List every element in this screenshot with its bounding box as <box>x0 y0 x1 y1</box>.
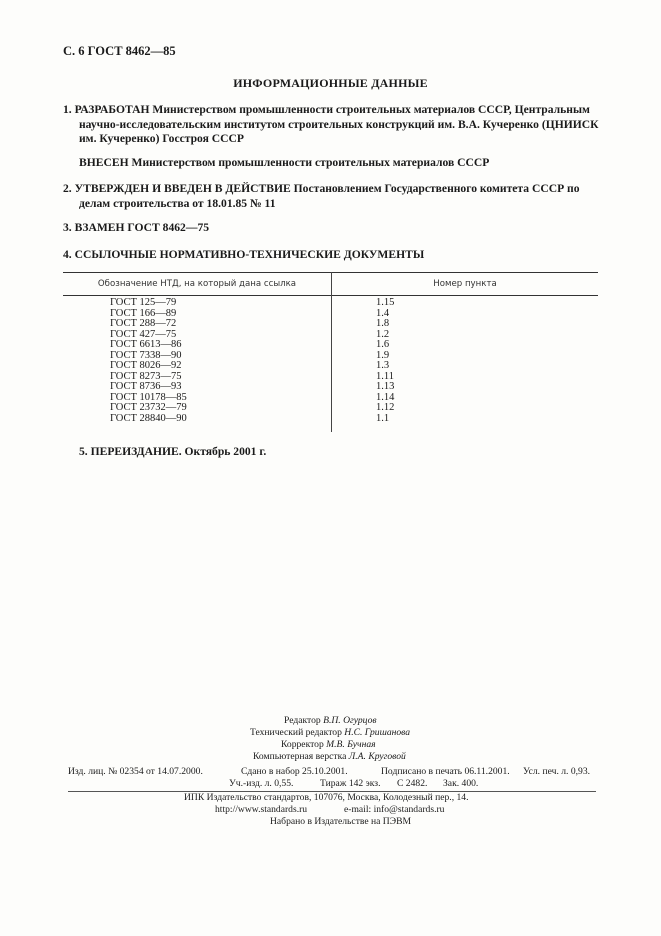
imprint-layout <box>253 751 406 762</box>
table-row <box>0 340 661 351</box>
table-cell-doc: ГОСТ 28840—90 <box>110 412 187 424</box>
tech-editor-label: Технический редактор <box>250 727 342 738</box>
imprint-pub-sheets: Уч.-изд. л. 0,55. <box>229 778 294 789</box>
imprint-typeset: Набрано в Издательстве на ПЭВМ <box>270 816 411 827</box>
table-row <box>0 414 661 425</box>
imprint-code: С 2482. <box>397 778 428 789</box>
table-row <box>0 372 661 383</box>
table-cell-item: 1.11 <box>376 370 394 382</box>
section-2 <box>63 182 643 211</box>
table-row <box>0 382 661 393</box>
imprint-license: Изд. лиц. № 02354 от 14.07.2000. <box>68 766 203 777</box>
table-row <box>0 361 661 372</box>
imprint-tech-editor <box>250 727 410 738</box>
table-cell-doc: ГОСТ 288—72 <box>110 318 177 329</box>
section-4: 4. ССЫЛОЧНЫЕ НОРМАТИВНО-ТЕХНИЧЕСКИЕ ДОКУМЕНТЫ <box>63 248 425 261</box>
section-2-line-2: делам строительства от 18.01.85 № 11 <box>79 196 276 210</box>
table-row <box>0 403 661 414</box>
imprint-email[interactable]: e-mail: info@standards.ru <box>344 804 445 815</box>
layout-name: Л.А. Круговой <box>348 751 406 762</box>
table-cell-item: 1.13 <box>376 381 395 392</box>
section-2-line-1: 2. УТВЕРЖДЕН И ВВЕДЕН В ДЕЙСТВИЕ Постановлением Государственного комитета СССР по <box>63 182 580 195</box>
table-cell-item: 1.12 <box>376 402 395 413</box>
table-row <box>0 319 661 330</box>
section-1-line-3: им. Кучеренко) Госстроя СССР <box>79 132 245 145</box>
table-cell-doc: ГОСТ 125—79 <box>110 297 177 308</box>
table-cell-item: 1.8 <box>376 318 390 329</box>
table-cell-doc: ГОСТ 8736—93 <box>110 381 182 392</box>
table-cell-doc: ГОСТ 8273—75 <box>110 370 182 382</box>
imprint-submitted: Сдано в набор 25.10.2001. <box>241 766 348 777</box>
imprint-signed: Подписано в печать 06.11.2001. <box>381 766 510 777</box>
table-body <box>0 298 661 424</box>
imprint-order: Зак. 400. <box>443 778 479 789</box>
table-cell-doc: ГОСТ 10178—85 <box>110 391 187 403</box>
imprint-print-sheets: Усл. печ. л. 0,93. <box>523 766 591 777</box>
table-row <box>0 393 661 404</box>
table-cell-item: 1.1 <box>376 412 390 424</box>
section-5: 5. ПЕРЕИЗДАНИЕ. Октябрь 2001 г. <box>79 445 267 458</box>
table-header-item: Номер пункта <box>433 279 497 289</box>
page-title: ИНФОРМАЦИОННЫЕ ДАННЫЕ <box>233 76 428 90</box>
table-cell-doc: ГОСТ 8026—92 <box>110 360 182 371</box>
table-cell-doc: ГОСТ 6613—86 <box>110 339 182 350</box>
section-1 <box>63 103 643 147</box>
section-1b: ВНЕСЕН Министерством промышленности строительных материалов СССР <box>79 156 490 169</box>
layout-label: Компьютерная верстка <box>253 751 347 762</box>
table-header-doc: Обозначение НТД, на который дана ссылка <box>97 279 297 289</box>
tech-editor-name: Н.С. Гришанова <box>344 727 411 738</box>
section-1-line-1: 1. РАЗРАБОТАН Министерством промышленности строительных материалов СССР, Центральным <box>63 103 590 116</box>
table-cell-item: 1.2 <box>376 328 390 340</box>
imprint-editor <box>284 715 377 726</box>
imprint-corrector <box>281 739 376 750</box>
section-3: 3. ВЗАМЕН ГОСТ 8462—75 <box>63 221 210 234</box>
page-header: С. 6 ГОСТ 8462—85 <box>63 44 176 58</box>
table-cell-item: 1.9 <box>376 349 390 361</box>
table-cell-item: 1.15 <box>376 297 395 308</box>
section-1-line-2: научно-исследовательским институтом строительных конструкций им. В.А. Кучеренко (ЦНИИСК <box>79 117 599 131</box>
table-cell-doc: ГОСТ 23732—79 <box>110 402 187 413</box>
table-row <box>0 330 661 341</box>
editor-name: В.П. Огурцов <box>323 715 377 726</box>
imprint-website[interactable]: http://www.standards.ru <box>215 804 308 815</box>
corrector-label: Корректор <box>281 739 324 750</box>
imprint-publisher: ИПК Издательство стандартов, 107076, Москва, Колодезный пер., 14. <box>184 792 469 803</box>
table-cell-item: 1.6 <box>376 339 390 350</box>
table-cell-doc: ГОСТ 7338—90 <box>110 349 182 361</box>
table-row <box>0 298 661 309</box>
table-cell-item: 1.3 <box>376 360 390 371</box>
table-cell-doc: ГОСТ 427—75 <box>110 328 177 340</box>
table-cell-item: 1.4 <box>376 307 390 319</box>
table-cell-doc: ГОСТ 166—89 <box>110 307 177 319</box>
corrector-name: М.В. Бучная <box>326 739 376 750</box>
imprint-print-run: Тираж 142 экз. <box>320 778 381 789</box>
table-cell-item: 1.14 <box>376 391 395 403</box>
table-row <box>0 351 661 362</box>
table-row <box>0 309 661 320</box>
editor-label: Редактор <box>284 715 321 726</box>
